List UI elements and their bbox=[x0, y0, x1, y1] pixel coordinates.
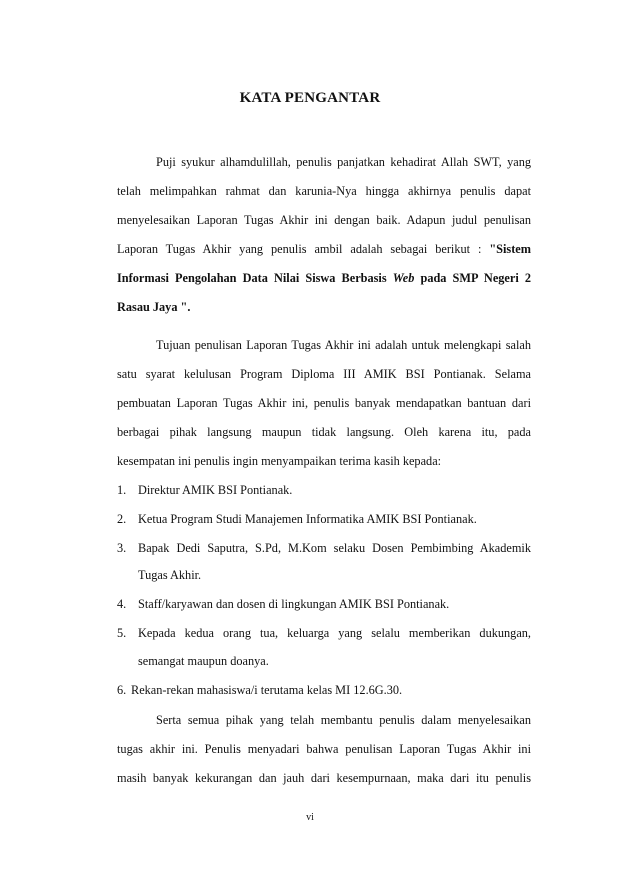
para3-line1: Serta semua pihak yang telah membantu penulis dalam menyelesaikan bbox=[156, 713, 531, 727]
list-item-text: Bapak Dedi Saputra, S.Pd, M.Kom selaku Dosen Pembimbing Akademik bbox=[138, 541, 531, 555]
list-item-number: 3. bbox=[117, 541, 127, 555]
para2-line3: pembuatan Laporan Tugas Akhir ini, penulis banyak mendapatkan bantuan dari bbox=[117, 396, 531, 410]
para2-line5: kesempatan ini penulis ingin menyampaikan terima kasih kepada: bbox=[117, 454, 442, 468]
list-item-text: Staff/karyawan dan dosen di lingkungan AMIK BSI Pontianak. bbox=[138, 597, 450, 611]
list-item-text: Ketua Program Studi Manajemen Informatika AMIK BSI Pontianak. bbox=[138, 512, 477, 526]
para1-line4-text: Laporan Tugas Akhir yang penulis ambil adalah sebagai berikut : bbox=[117, 242, 482, 256]
para1-line5-a: Informasi Pengolahan Data Nilai Siswa Berbasis bbox=[117, 271, 387, 285]
list-item-number: 2. bbox=[117, 512, 127, 526]
list-item-text-cont: Tugas Akhir. bbox=[138, 568, 202, 582]
para1-line5-web: Web bbox=[392, 271, 415, 285]
list-item-number: 1. bbox=[117, 483, 127, 497]
para1-line4-bold: "Sistem bbox=[489, 242, 531, 256]
para2-line4: berbagai pihak langsung maupun tidak langsung. Oleh karena itu, pada bbox=[117, 425, 531, 439]
list-item-number: 6. bbox=[117, 683, 127, 697]
list-item-text: Direktur AMIK BSI Pontianak. bbox=[138, 483, 293, 497]
list-item-text-cont: semangat maupun doanya. bbox=[138, 654, 269, 668]
para1-line4 bbox=[117, 240, 531, 258]
page-title: KATA PENGANTAR bbox=[239, 90, 381, 106]
para3-line3: masih banyak kekurangan dan jauh dari kesempurnaan, maka dari itu penulis bbox=[117, 771, 531, 785]
para1-line5 bbox=[117, 269, 531, 287]
para2-line2: satu syarat kelulusan Program Diploma III AMIK BSI Pontianak. Selama bbox=[117, 367, 531, 381]
para1-line5-b: pada SMP Negeri 2 bbox=[420, 271, 531, 285]
para3-line2: tugas akhir ini. Penulis menyadari bahwa penulisan Laporan Tugas Akhir ini bbox=[117, 742, 531, 756]
list-item-number: 5. bbox=[117, 626, 127, 640]
page-number: vi bbox=[306, 812, 314, 823]
para2-line1: Tujuan penulisan Laporan Tugas Akhir ini adalah untuk melengkapi salah bbox=[156, 338, 531, 352]
list-item-text: Kepada kedua orang tua, keluarga yang selalu memberikan dukungan, bbox=[138, 626, 531, 640]
para1-line2: telah melimpahkan rahmat dan karunia-Nya hingga akhirnya penulis dapat bbox=[117, 184, 531, 198]
list-item-number: 4. bbox=[117, 597, 127, 611]
list-item-text: Rekan-rekan mahasiswa/i terutama kelas MI 12.6G.30. bbox=[131, 683, 403, 697]
para1-line3: menyelesaikan Laporan Tugas Akhir ini dengan baik. Adapun judul penulisan bbox=[117, 213, 531, 227]
para1-line6: Rasau Jaya ". bbox=[117, 300, 191, 314]
para1-line1: Puji syukur alhamdulillah, penulis panjatkan kehadirat Allah SWT, yang bbox=[156, 155, 531, 169]
